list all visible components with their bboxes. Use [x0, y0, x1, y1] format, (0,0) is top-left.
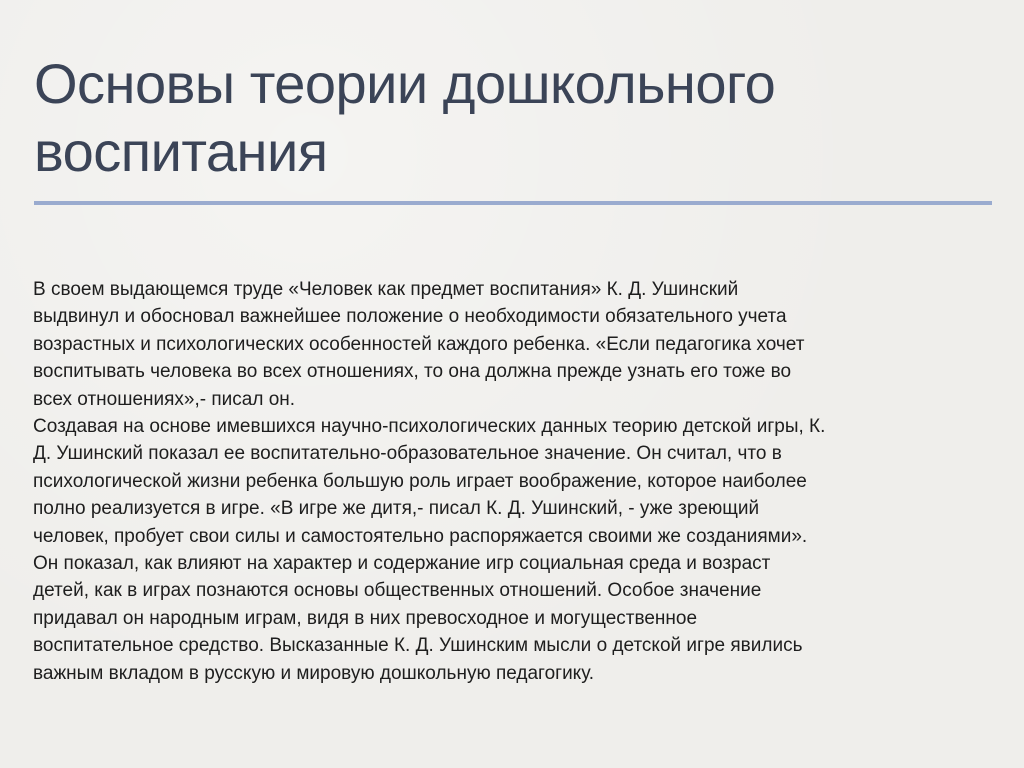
body-line: всех отношениях»,- писал он.	[33, 388, 296, 410]
body-line: человек, пробует свои силы и самостоятельно распоряжается своими же созданиями».	[33, 525, 808, 547]
body-line: возрастных и психологических особенностей каждого ребенка. «Если педагогика хочет	[33, 333, 805, 355]
title-divider	[34, 201, 992, 205]
body-line: придавал он народным играм, видя в них превосходное и могущественное	[33, 607, 698, 629]
body-line: воспитательное средство. Высказанные К. Д. Ушинским мысли о детской игре явились	[33, 635, 803, 657]
body-line: воспитывать человека во всех отношениях, то она должна прежде узнать его тоже во	[33, 361, 792, 383]
body-line: Д. Ушинский показал ее воспитательно-образовательное значение. Он считал, что в	[33, 443, 782, 465]
body-line: детей, как в играх познаются основы общественных отношений. Особое значение	[33, 580, 762, 602]
body-line: психологической жизни ребенка большую роль играет воображение, которое наиболее	[33, 470, 807, 492]
slide-title-line-2: воспитания	[34, 120, 328, 183]
slide-title-line-1: Основы теории дошкольного	[34, 52, 776, 115]
body-line: полно реализуется в игре. «В игре же дитя,- писал К. Д. Ушинский, - уже зреющий	[33, 498, 760, 520]
body-line: В своем выдающемся труде «Человек как предмет воспитания» К. Д. Ушинский	[33, 279, 739, 300]
body-line: Создавая на основе имевшихся научно-психологических данных теорию детской игры, К.	[33, 416, 826, 438]
slide-body-text	[33, 276, 993, 687]
slide-title	[34, 50, 984, 186]
body-line: важным вкладом в русскую и мировую дошкольную педагогику.	[33, 662, 595, 684]
body-line: Он показал, как влияют на характер и содержание игр социальная среда и возраст	[33, 553, 771, 575]
body-line: выдвинул и обосновал важнейшее положение о необходимости обязательного учета	[33, 306, 787, 328]
